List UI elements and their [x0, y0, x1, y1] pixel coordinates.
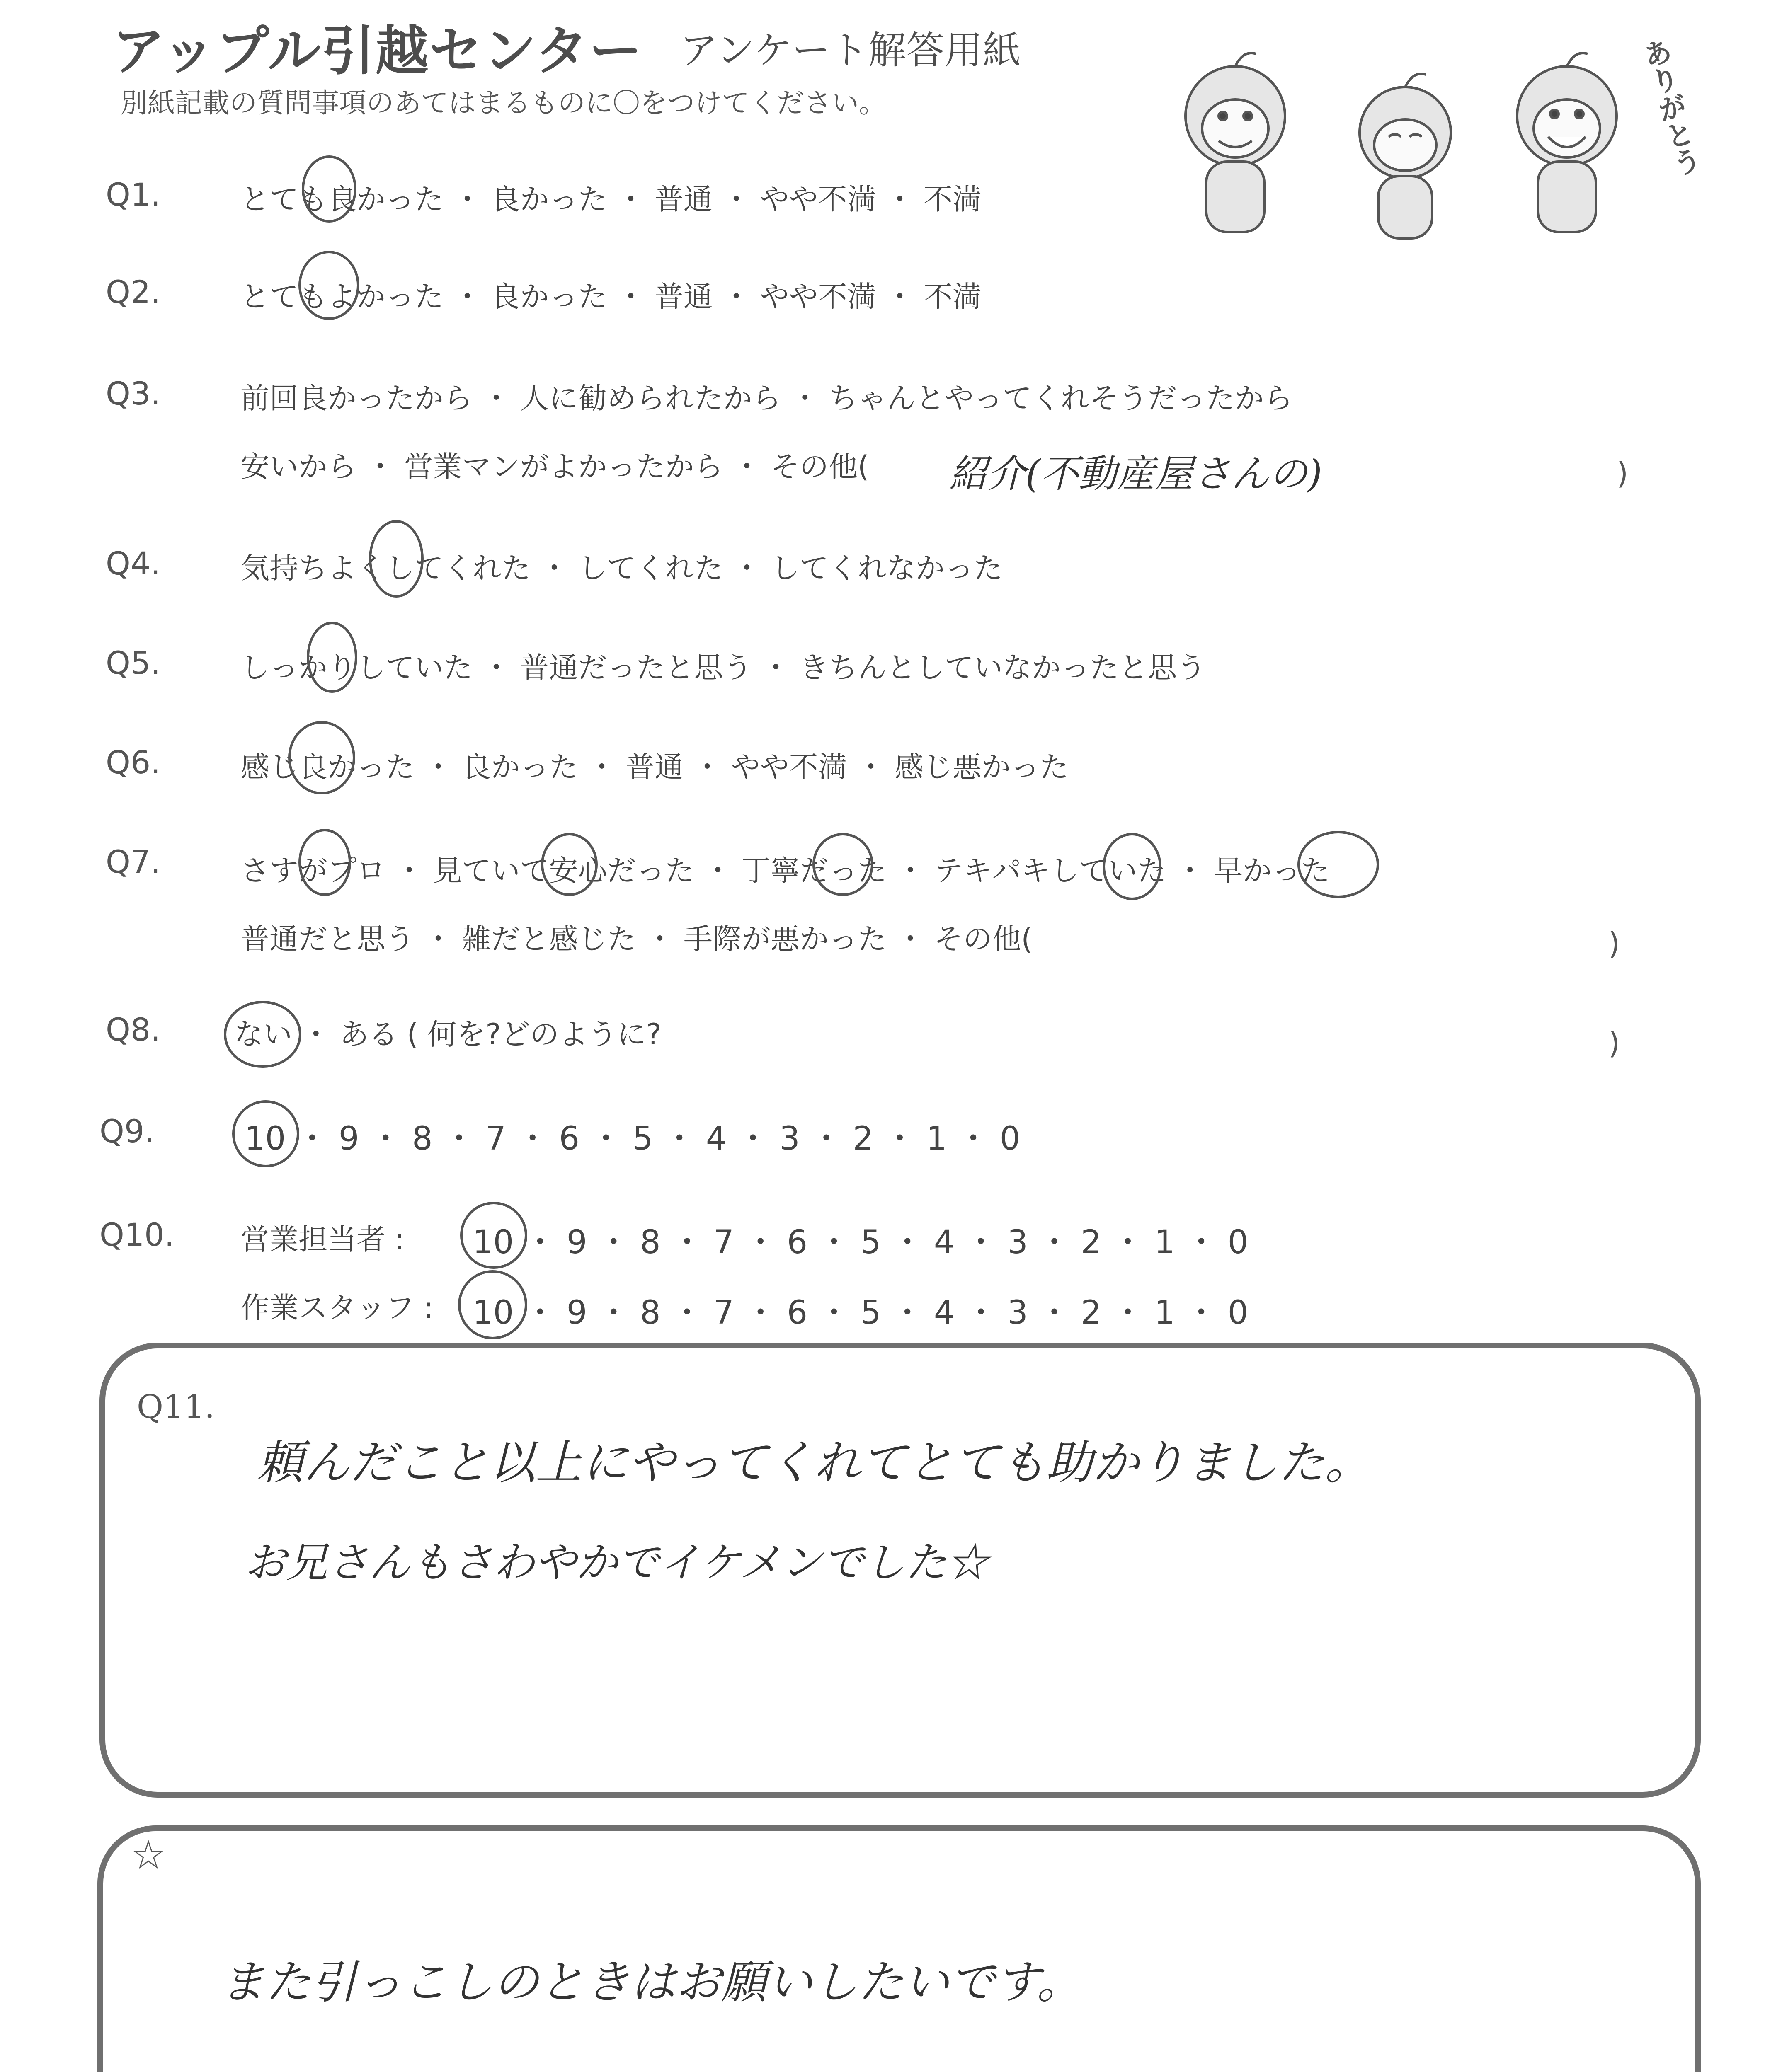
answer-circle-q7-e — [1297, 831, 1379, 898]
q6-label: Q6. — [106, 744, 161, 781]
q4-label: Q4. — [106, 545, 161, 582]
q11-comment-line2: お兄さんもさわやかでイケメンでした☆ — [245, 1538, 988, 1587]
q1-options: とても良かった ・ 良かった ・ 普通 ・ やや不満 ・ 不満 — [240, 182, 982, 216]
answer-circle-q4 — [369, 520, 424, 598]
answer-circle-q8 — [224, 1001, 301, 1068]
answer-circle-q10-sales — [460, 1202, 527, 1269]
mascot-illustration — [1144, 25, 1691, 240]
q2-options: とてもよかった ・ 良かった ・ 普通 ・ やや不満 ・ 不満 — [240, 280, 982, 314]
q6-options: 感じ良かった ・ 良かった ・ 普通 ・ やや不満 ・ 感じ悪かった — [240, 750, 1069, 784]
answer-circle-q10-staff — [458, 1270, 527, 1339]
star-box-label: ☆ — [131, 1832, 167, 1878]
q9-scale: 10 ・ 9 ・ 8 ・ 7 ・ 6 ・ 5 ・ 4 ・ 3 ・ 2 ・ 1 ・ 0 — [245, 1120, 1021, 1157]
q3-options-line2: 安いから ・ 営業マンがよかったから ・ その他( — [240, 450, 869, 484]
q9-label: Q9. — [99, 1113, 155, 1150]
form-title: アップル引越センター — [112, 20, 643, 82]
q8-close-paren: ) — [1608, 1026, 1620, 1060]
q5-label: Q5. — [106, 644, 161, 681]
mascot-caption: ありがとう — [1636, 35, 1704, 180]
answer-circle-q6 — [288, 721, 355, 794]
q3-label: Q3. — [106, 375, 161, 412]
q4-options: 気持ちよくしてくれた ・ してくれた ・ してくれなかった — [240, 551, 1003, 585]
answer-circle-q7-d — [1103, 833, 1161, 900]
q5-options: しっかりしていた ・ 普通だったと思う ・ きちんとしていなかったと思う — [240, 651, 1206, 685]
q10-staff-label: 作業スタッフ : — [240, 1291, 434, 1325]
q7-close-paren: ) — [1608, 926, 1620, 961]
answer-circle-q7-b — [541, 833, 598, 896]
q3-options-line1: 前回良かったから ・ 人に勧められたから ・ ちゃんとやってくれそうだったから — [240, 381, 1293, 415]
q10-staff-scale: 10 ・ 9 ・ 8 ・ 7 ・ 6 ・ 5 ・ 4 ・ 3 ・ 2 ・ 1 ・ 0 — [473, 1294, 1249, 1331]
q11-label: Q11. — [137, 1388, 215, 1426]
instruction-text: 別紙記載の質問事項のあてはまるものに〇をつけてください。 — [120, 87, 886, 119]
q7-options-line1: さすがプロ ・ 見ていて安心だった ・ 丁寧だった ・ テキパキしていた ・ 早かった — [240, 854, 1330, 888]
q3-close-paren: ) — [1617, 456, 1629, 491]
q3-other-answer: 紹介(不動産屋さんの) — [949, 452, 1322, 496]
q1-label: Q1. — [106, 176, 161, 213]
q7-label: Q7. — [106, 843, 161, 880]
answer-circle-q2 — [298, 251, 359, 320]
answer-circle-q1 — [302, 155, 356, 223]
q10-label: Q10. — [99, 1216, 175, 1253]
star-comment-line1: また引っこしのときはお願いしたいです。 — [220, 1956, 1083, 2009]
q2-label: Q2. — [106, 274, 161, 310]
q10-sales-label: 営業担当者 : — [240, 1222, 405, 1256]
q11-comment-line1: 頼んだこと以上にやってくれてとても助かりました。 — [257, 1436, 1371, 1490]
form-subtitle: アンケート解答用紙 — [680, 28, 1021, 73]
q7-options-line2: 普通だと思う ・ 雑だと感じた ・ 手際が悪かった ・ その他( — [240, 922, 1033, 956]
q8-options: ない ・ ある ( 何を?どのように? — [234, 1017, 662, 1051]
q10-sales-scale: 10 ・ 9 ・ 8 ・ 7 ・ 6 ・ 5 ・ 4 ・ 3 ・ 2 ・ 1 ・ 0 — [473, 1224, 1249, 1261]
q8-label: Q8. — [106, 1011, 161, 1048]
answer-circle-q9 — [232, 1100, 299, 1167]
answer-circle-q7-a — [298, 829, 351, 896]
answer-circle-q7-c — [812, 833, 873, 896]
answer-circle-q5 — [307, 622, 357, 693]
